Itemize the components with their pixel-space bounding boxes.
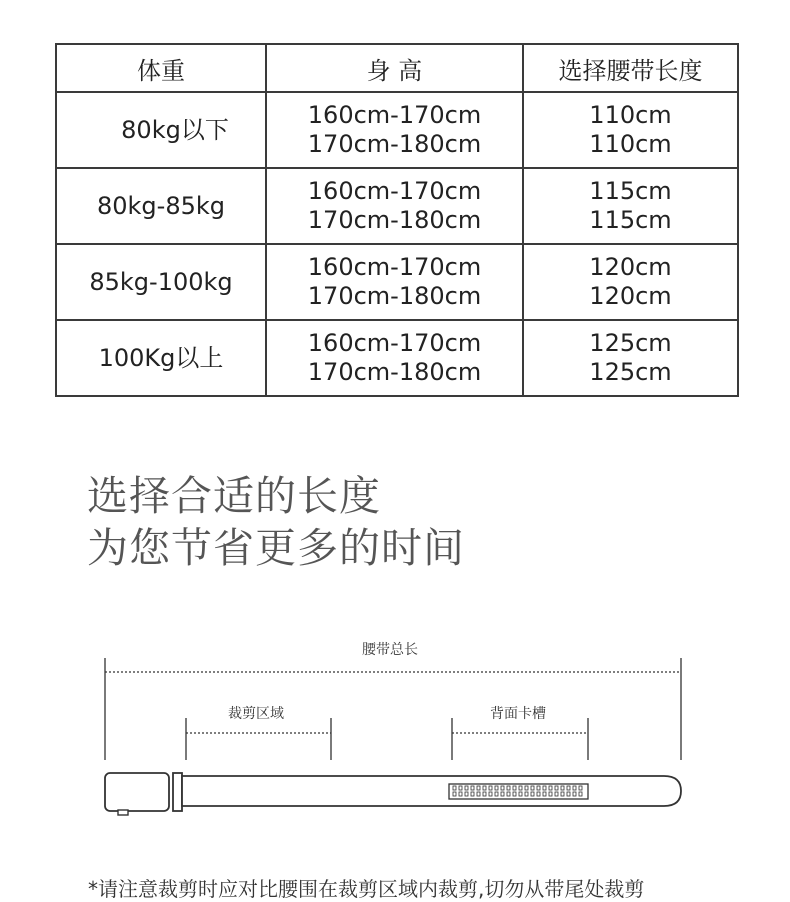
slot-tooth: [495, 792, 498, 796]
length-cell: [523, 92, 738, 168]
slot-tooth: [501, 792, 504, 796]
belt-length: 120cm: [589, 282, 672, 310]
header-belt-length: 选择腰带长度: [523, 44, 738, 92]
weight-cell: 100Kg以上: [56, 320, 266, 396]
slot-tooth: [465, 786, 468, 790]
slot-tooth: [525, 786, 528, 790]
cut-area-label: 裁剪区域: [228, 706, 284, 722]
slot-tooth: [573, 792, 576, 796]
height-range: 170cm-180cm: [307, 282, 482, 310]
belt-strap: [182, 776, 681, 806]
height-range: 170cm-180cm: [307, 358, 482, 386]
height-cell: [266, 244, 523, 320]
slot-tooth: [543, 786, 546, 790]
slot-tooth: [525, 792, 528, 796]
slot-tooth: [573, 786, 576, 790]
slot-tooth: [579, 792, 582, 796]
slot-tooth: [567, 792, 570, 796]
slot-tooth: [459, 786, 462, 790]
table-row: [56, 244, 738, 320]
slot-tooth: [531, 792, 534, 796]
slot-tooth: [531, 786, 534, 790]
length-cell: [523, 244, 738, 320]
slot-tooth: [453, 786, 456, 790]
slot-tooth: [561, 792, 564, 796]
cutting-footnote: *请注意裁剪时应对比腰围在裁剪区域内裁剪,切勿从带尾处裁剪: [88, 877, 645, 901]
slot-tooth: [507, 792, 510, 796]
slot-tooth: [567, 786, 570, 790]
slot-tooth: [513, 786, 516, 790]
slot-tooth: [483, 792, 486, 796]
belt-length: 125cm: [589, 329, 672, 357]
slot-tooth: [489, 786, 492, 790]
height-cell: [266, 92, 523, 168]
slot-tooth: [501, 786, 504, 790]
height-range: 160cm-170cm: [307, 253, 482, 281]
belt-length: 110cm: [589, 101, 672, 129]
belt-length: 115cm: [589, 206, 672, 234]
belt-length: 125cm: [589, 358, 672, 386]
slot-tooth: [519, 786, 522, 790]
table-row: [56, 92, 738, 168]
height-range: 160cm-170cm: [307, 177, 482, 205]
belt-diagram: [0, 620, 790, 850]
buckle-tab: [118, 810, 128, 815]
length-cell: [523, 320, 738, 396]
belt-length: 120cm: [589, 253, 672, 281]
height-cell: [266, 168, 523, 244]
table-row: [56, 320, 738, 396]
slot-tooth: [537, 792, 540, 796]
slot-tooth: [471, 792, 474, 796]
weight-cell: 85kg-100kg: [56, 244, 266, 320]
slot-tooth: [483, 786, 486, 790]
slot-tooth: [513, 792, 516, 796]
slot-tooth: [579, 786, 582, 790]
slot-tooth: [555, 792, 558, 796]
table-row: [56, 168, 738, 244]
back-slot-label: 背面卡槽: [490, 706, 546, 722]
table-header-row: [56, 44, 738, 92]
buckle-icon: [105, 773, 169, 811]
slot-tooth: [549, 792, 552, 796]
slot-tooth: [537, 786, 540, 790]
height-range: 160cm-170cm: [307, 101, 482, 129]
headline: [87, 470, 465, 574]
slot-tooth: [477, 792, 480, 796]
weight-cell: 80kg以下: [56, 92, 266, 168]
length-cell: [523, 168, 738, 244]
size-chart-table: [55, 43, 739, 397]
height-range: 170cm-180cm: [307, 130, 482, 158]
header-height: 身 高: [266, 44, 523, 92]
headline-line-2: 为您节省更多的时间: [87, 524, 465, 572]
slot-tooth: [555, 786, 558, 790]
slot-tooth: [477, 786, 480, 790]
slot-tooth: [495, 786, 498, 790]
slot-tooth: [453, 792, 456, 796]
buckle-bar: [173, 773, 182, 811]
headline-line-1: 选择合适的长度: [87, 472, 381, 520]
slot-tooth: [543, 792, 546, 796]
slot-tooth: [489, 792, 492, 796]
slot-tooth: [519, 792, 522, 796]
height-cell: [266, 320, 523, 396]
total-length-label: 腰带总长: [362, 642, 418, 658]
slot-tooth: [465, 792, 468, 796]
height-range: 160cm-170cm: [307, 329, 482, 357]
slot-tooth: [561, 786, 564, 790]
slot-tooth: [471, 786, 474, 790]
header-weight: 体重: [56, 44, 266, 92]
height-range: 170cm-180cm: [307, 206, 482, 234]
slot-tooth: [507, 786, 510, 790]
belt-length: 115cm: [589, 177, 672, 205]
slot-tooth: [549, 786, 552, 790]
weight-cell: 80kg-85kg: [56, 168, 266, 244]
slot-tooth: [459, 792, 462, 796]
belt-length: 110cm: [589, 130, 672, 158]
